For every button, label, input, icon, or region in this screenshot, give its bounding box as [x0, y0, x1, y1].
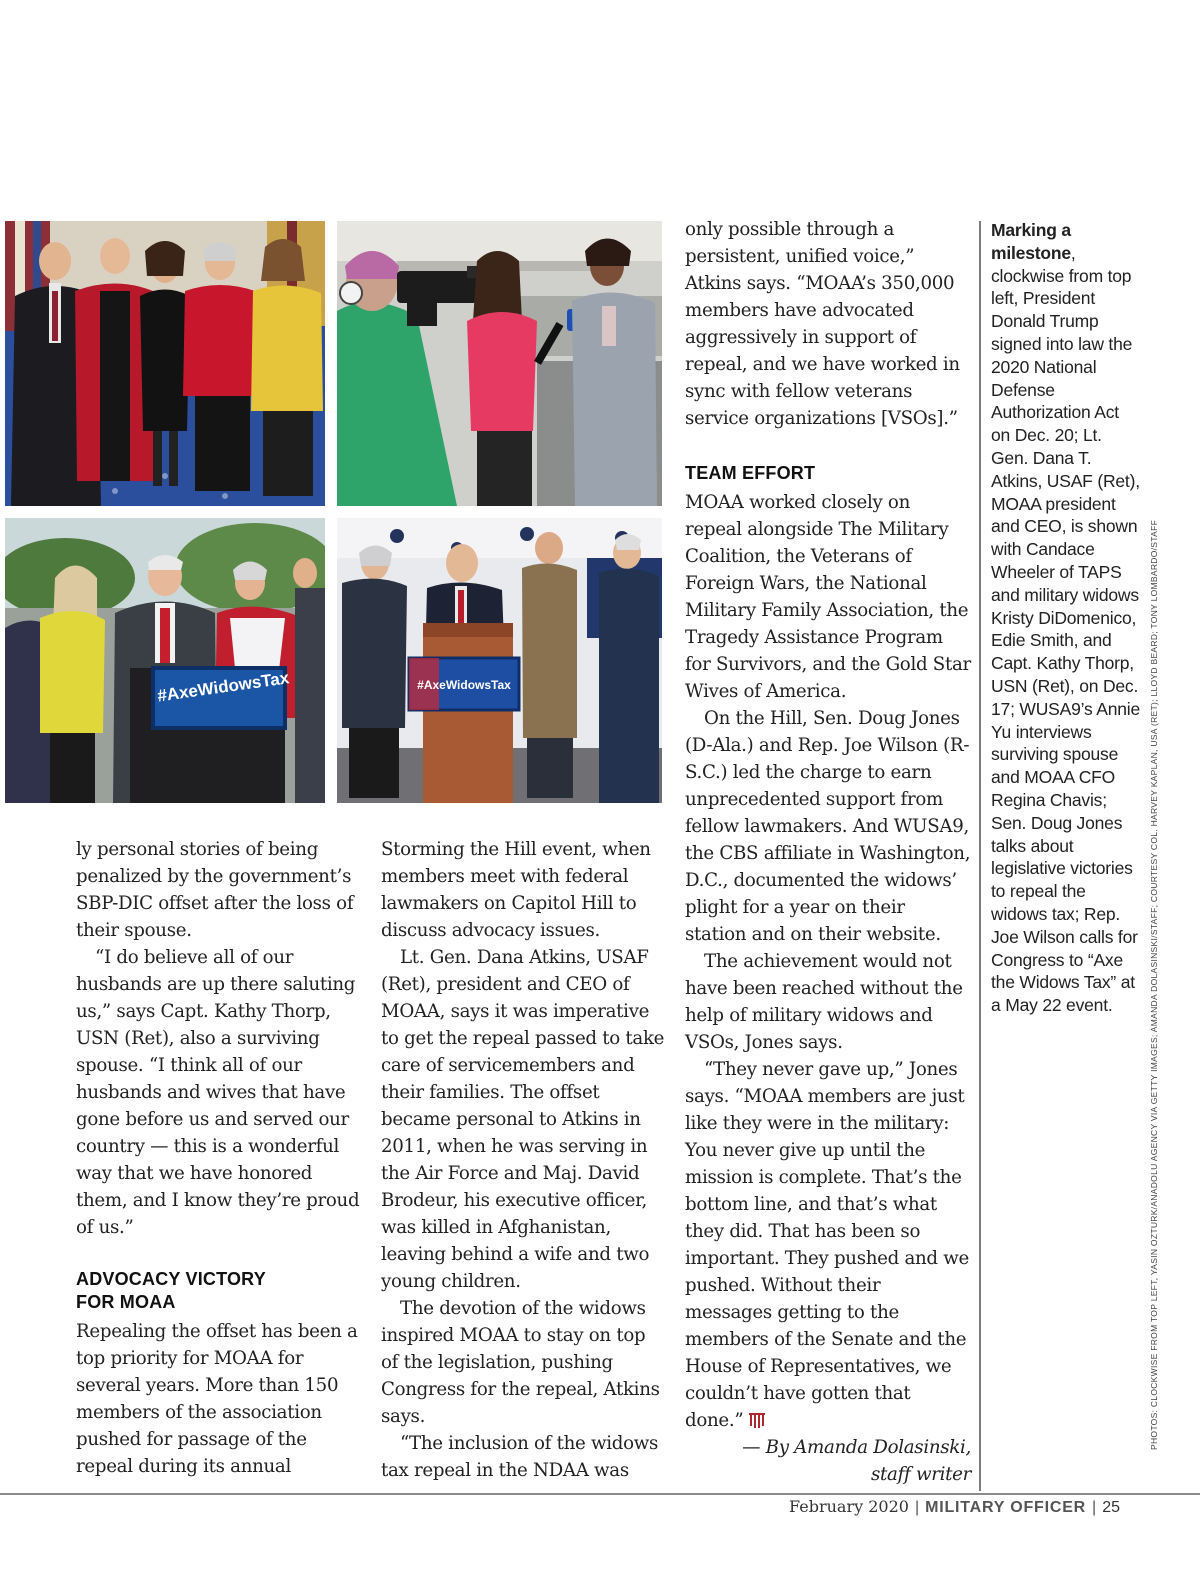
column3-paragraph-2: MOAA worked closely on repeal alongside The Military Coalition, the Veterans of Foreign Wars, the National Military Family Association, the Tragedy Assistance Program for Survivors, and the Gold Star Wives of America.: [685, 492, 971, 702]
column3-paragraph-5: [685, 1056, 971, 1434]
column2-paragraph-2: Lt. Gen. Dana Atkins, USAF (Ret), president and CEO of MOAA, says it was imperative to get the repeal passed to take care of servicemembers and their families. The offset became personal to Atkins in 2011, when he was serving in the Air Force and Maj. David Brodeur, his executive officer, was killed in Afghanistan, leaving behind a wife and two young children.: [381, 947, 665, 1292]
footer-magazine-name: MILITARY OFFICER: [925, 1499, 1087, 1516]
photo-tv-interview: [337, 221, 662, 506]
column1-paragraph-3: Repealing the offset has been a top priority for MOAA for several years. More than 150 members of the association pushed for passage of the repeal during its annual: [76, 1321, 358, 1477]
article-column-2: [381, 836, 667, 1484]
caption-body: , clockwise from top left, President Donald Trump signed into law the 2020 National Defense Authorization Act on Dec. 20; Lt. Gen. Dana T. Atkins, USAF (Ret), MOAA president and CEO, is shown with Candace Wheeler of TAPS and military widows Kristy DiDomenico, Edie Smith, and Capt. Kathy Thorp, USN (Ret), on Dec. 17; WUSA9’s Annie Yu interviews surviving spouse and MOAA CFO Regina Chavis; Sen. Doug Jones talks about legislative victories to repeal the widows tax; Rep. Joe Wilson calls for Congress to “Axe the Widows Tax” at a May 22 event.: [991, 242, 1140, 1016]
column3-paragraph-4: The achievement would not have been reached without the help of military widows and VSOs, Jones says.: [685, 951, 963, 1053]
photo-rally-podium: [5, 518, 325, 803]
column3-paragraph-1: only possible through a persistent, unified voice,” Atkins says. “MOAA’s 350,000 members have advocated aggressively in support of repeal, and we have worked in sync with fellow veterans service organizations [VSOs].”: [685, 219, 960, 429]
footer-rule: [0, 1493, 1200, 1495]
column1-paragraph-1: ly personal stories of being penalized by the government’s SBP-DIC offset after the loss of their spouse.: [76, 839, 354, 941]
caption-lead: Marking a milestone: [991, 220, 1071, 263]
photo-group-women: [5, 221, 325, 506]
column-divider: [979, 221, 981, 1491]
byline-author: — By Amanda Dolasinski,: [742, 1437, 971, 1458]
footer-separator: |: [914, 1499, 920, 1516]
article-column-1: [76, 836, 362, 1480]
column2-paragraph-3: The devotion of the widows inspired MOAA to stay on top of the legislation, pushing Congress for the repeal, Atkins says.: [381, 1298, 660, 1427]
footer-issue-date: February 2020: [789, 1497, 909, 1516]
column3-paragraph-5-text: “They never gave up,” Jones says. “MOAA members are just like they were in the military: You never give up until the mission is complete. That’s the bottom line, and that’s what they did. That has been so important. They pushed and we pushed. Without their messages getting to the members of the Senate and the House of Representatives, we couldn’t have gotten that done.”: [685, 1059, 969, 1431]
article-column-3: [685, 216, 971, 1488]
section-heading-team-effort: TEAM EFFORT: [685, 463, 816, 483]
column3-paragraph-3: On the Hill, Sen. Doug Jones (D-Ala.) and Rep. Joe Wilson (R-S.C.) led the charge to earn unprecedented support from fellow lawmakers. And WUSA9, the CBS affiliate in Washington, D.C., documented the widows’ plight for a year on their station and on their website.: [685, 708, 971, 945]
column1-paragraph-2: “I do believe all of our husbands are up there saluting us,” says Capt. Kathy Thorp, USN (Ret), also a surviving spouse. “I think all of our husbands and wives that have gone before us and served our country — this is a wonderful way that we have honored them, and I know they’re proud of us.”: [76, 947, 360, 1238]
sign-axe-widows-tax-right: #AxeWidowsTax: [417, 678, 511, 692]
section-heading-advocacy-victory: ADVOCACY VICTORY FOR MOAA: [76, 1269, 266, 1312]
page-footer: [789, 1497, 1120, 1517]
end-mark-icon: [749, 1413, 765, 1429]
photo-credit: PHOTOS: CLOCKWISE FROM TOP LEFT, YASIN OZTURK/ANADOLU AGENCY VIA GETTY IMAGES; AMANDA DOLASINSKI/STAFF; COURTESY COL. HARVEY KAPLAN, USA (RET); LLOYD BEARD; TONY LOMBARDO/STAFF: [1149, 519, 1159, 1450]
byline-role: staff writer: [871, 1464, 971, 1485]
sign-axe-widows-tax-left: #AxeWidowsTax: [156, 668, 291, 706]
column2-paragraph-4: “The inclusion of the widows tax repeal in the NDAA was: [381, 1433, 659, 1481]
footer-separator: |: [1092, 1499, 1097, 1516]
photo-caption: [991, 219, 1141, 1017]
photo-podium-speaker: [337, 518, 662, 803]
footer-page-number: 25: [1102, 1499, 1120, 1516]
column2-paragraph-1: Storming the Hill event, when members meet with federal lawmakers on Capitol Hill to discuss advocacy issues.: [381, 839, 651, 941]
